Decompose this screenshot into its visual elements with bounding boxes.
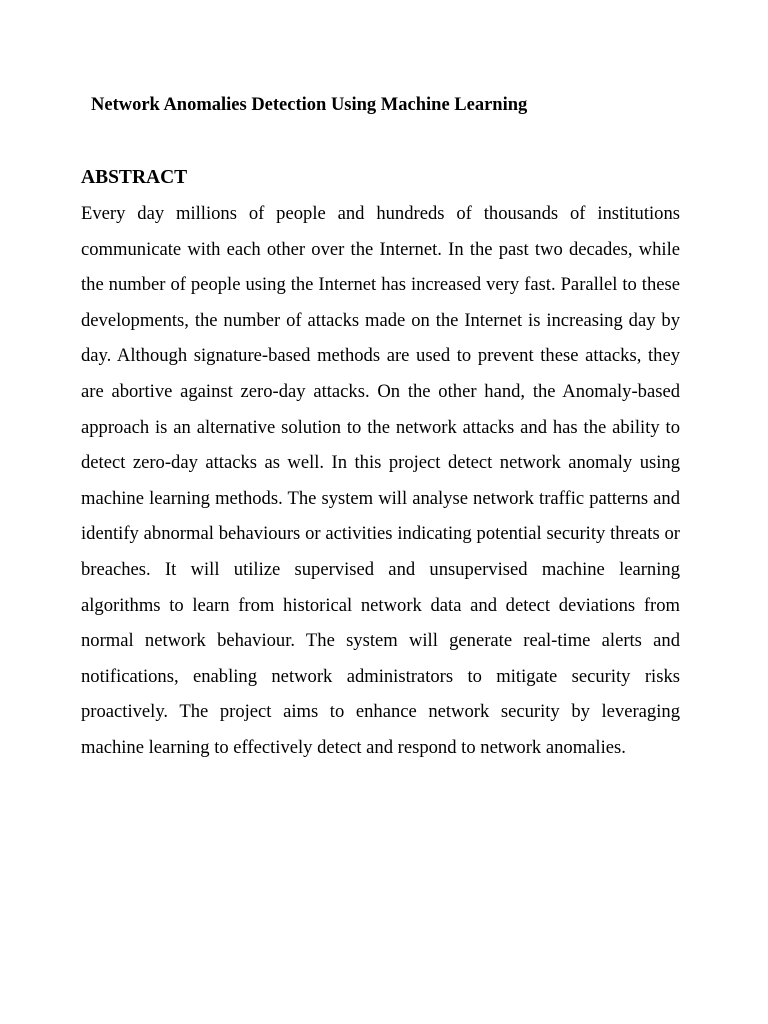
abstract-paragraph: Every day millions of people and hundreds of thousands of institutions communicate with each other over the Internet. In the past two decades, while the number of people using the Internet has increased very fast. Parallel to these developments, the number of attacks made on the Internet is increasing day by day. Although signature-based methods are used to prevent these attacks, they are abortive against zero-day attacks. On the other hand, the Anomaly-based approach is an alternative solution to the network attacks and has the ability to detect zero-day attacks as well. In this project detect network anomaly using machine learning methods. The system will analyse network traffic patterns and identify abnormal behaviours or activities indicating potential security threats or breaches. It will utilize supervised and unsupervised machine learning algorithms to learn from historical network data and detect deviations from normal network behaviour. The system will generate real-time alerts and notifications, enabling network administrators to mitigate security risks proactively. The project aims to enhance network security by leveraging machine learning to effectively detect and respond to network anomalies. bbox=[81, 203, 680, 758]
abstract-heading: ABSTRACT bbox=[81, 167, 188, 188]
document-title: Network Anomalies Detection Using Machine Learning bbox=[91, 95, 528, 115]
